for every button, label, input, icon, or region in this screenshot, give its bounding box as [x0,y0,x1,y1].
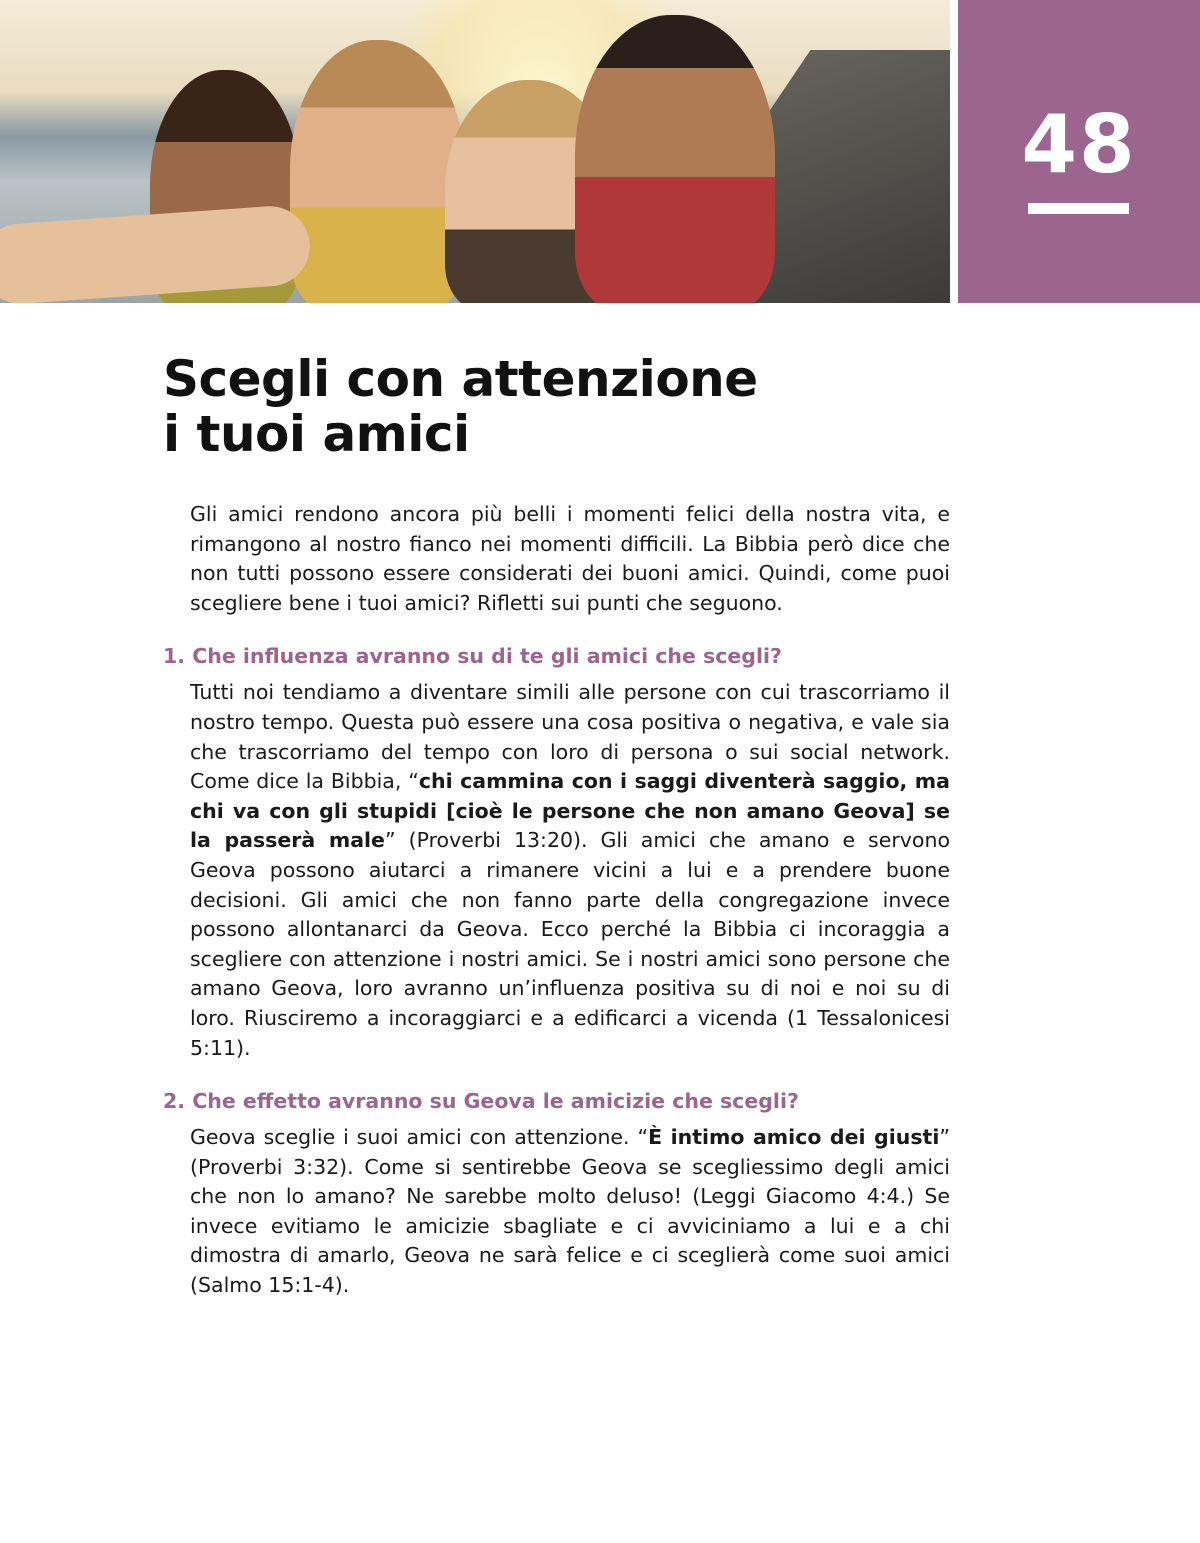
text: Geova sceglie i suoi amici con attenzione. “ [190,1125,649,1150]
lesson-number: 48 [1021,98,1137,191]
text: ” (Proverbi 3:32). Come si sentirebbe Geova se scegliessimo degli amici che non lo amano? Ne sarebbe molto deluso! (Leggi Giacomo 4:4.) Se invece evitiamo le amicizie sbagliate e ci avviciniamo a lui e a chi dimostra di amarlo, Geova ne sarà felice e ci sceglierà come suoi amici (Salmo 15:1-4). [190,1125,950,1298]
page-title [163,352,758,462]
scripture-quote: chi cammina con i saggi diventerà saggio, ma chi va con gli stupidi [cioè le persone che non amano Geova] se la passerà male [190,769,950,853]
text: ” (Proverbi 13:20). Gli amici che amano e servono Geova possono aiutarci a rimanere vicini a lui e a prendere buone decisioni. Gli amici che non fanno parte della congregazione invece possono allontanarci da Geova. Ecco perché la Bibbia ci incoraggia a scegliere con attenzione i nostri amici. Se i nostri amici sono persone che amano Geova, loro avranno un’influenza positiva su di noi e noi su di loro. Riusciremo a incoraggiarci e a edificarci a vicenda (1 Tessalonicesi 5:11). [190,828,950,1060]
lesson-number-badge [958,0,1200,303]
title-line-2: i tuoi amici [163,405,470,463]
section-heading: 2. Che effetto avranno su Geova le amicizie che scegli? [163,1089,799,1114]
person [575,15,775,303]
section-heading: 1. Che influenza avranno su di te gli amici che scegli? [163,644,782,669]
section-paragraph [190,1123,950,1301]
title-line-1: Scegli con attenzione [163,350,758,408]
scripture-quote: È intimo amico dei giusti [648,1125,940,1150]
underline-bar [1028,203,1129,214]
article-body [163,500,950,1301]
text: Tutti noi tendiamo a diventare simili alle persone con cui trascorriamo il nostro tempo. Questa può essere una cosa positiva o negativa, e vale sia che trascorriamo del tempo con loro di persona o sui social network. Come dice la Bibbia, “ [190,680,950,794]
header-photo-friends-selfie [0,0,950,303]
intro-paragraph: Gli amici rendono ancora più belli i momenti felici della nostra vita, e rimangono al nostro fianco nei momenti difficili. La Bibbia però dice che non tutti possono essere considerati dei buoni amici. Quindi, come puoi scegliere bene i tuoi amici? Rifletti sui punti che seguono. [190,502,950,615]
person [290,40,465,303]
section-paragraph [190,678,950,1063]
